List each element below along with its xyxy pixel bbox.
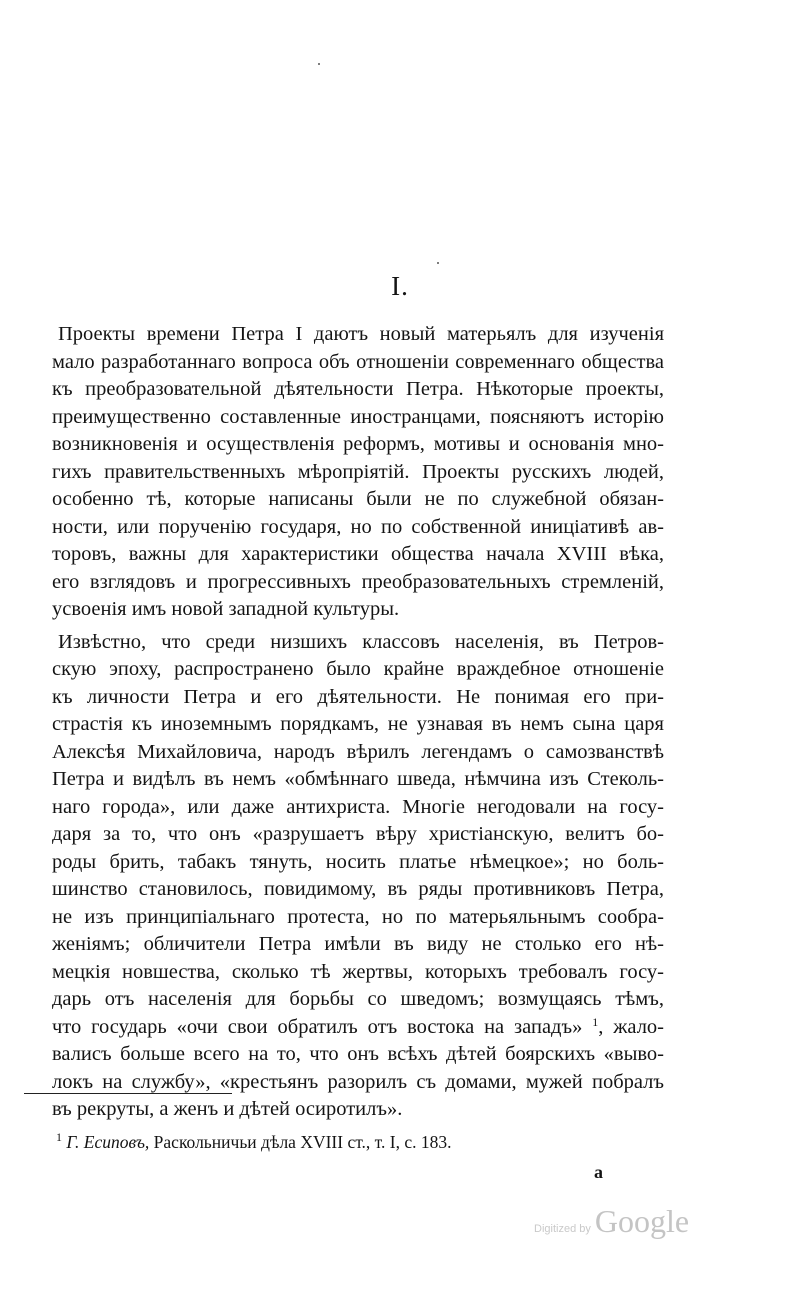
google-logo: Google xyxy=(594,1203,690,1239)
text-line: скую эпоху, распространено было крайне враждебное отношеніе xyxy=(52,658,664,680)
text-line: наго города», или даже антихриста. Многіе негодовали на госу- xyxy=(52,795,664,818)
text-line: роды брить, табакъ тянуть, носить платье нѣмецкое»; но боль- xyxy=(52,850,664,873)
printer-signature: а xyxy=(594,1162,603,1182)
text-line: усвоенія имъ новой западной культуры. xyxy=(52,598,400,620)
text-line: Петра и видѣлъ въ немъ «обмѣннаго шведа, нѣмчина изъ Стеколь- xyxy=(52,768,664,790)
text-segment: что государь «очи свои обратилъ отъ востока на западъ» xyxy=(52,1015,583,1038)
watermark-prefix: Digitized by xyxy=(534,1223,591,1235)
footnote xyxy=(56,1131,451,1153)
text-line: дарь отъ населенія для борьбы со шведомъ; возмущаясь тѣмъ, xyxy=(52,988,664,1010)
text-line: женіямъ; обличители Петра имѣли въ виду не столько его нѣ- xyxy=(52,933,664,955)
text-line: Извѣстно, что среди низшихъ классовъ населенія, въ Петров- xyxy=(58,630,664,653)
section-heading: I. xyxy=(391,271,409,301)
text-line: даря за то, что онъ «разрушаетъ вѣру христіанскую, велитъ бо- xyxy=(52,823,664,845)
text-line: особенно тѣ, которые написаны были не по служебной обязан- xyxy=(52,488,664,510)
digitized-watermark xyxy=(534,1203,689,1240)
text-line-with-footnote xyxy=(52,1014,664,1042)
text-line: въ рекруты, а женъ и дѣтей осиротилъ». xyxy=(52,1098,403,1120)
footnote-author: Г. Есиповъ, xyxy=(66,1132,150,1152)
text-line: мало разработаннаго вопроса объ отношеніи современнаго общества xyxy=(52,350,664,373)
text-line: локъ на службу», «крестьянъ разорилъ съ домами, мужей побралъ xyxy=(52,1070,664,1093)
print-speck xyxy=(318,63,320,65)
body-text xyxy=(52,321,664,1124)
text-line: не изъ принципіальнаго протеста, но по матерьяльнымъ сообра- xyxy=(52,905,664,928)
text-line: Проекты времени Петра I даютъ новый матерьялъ для изученія xyxy=(58,323,664,345)
text-line: страстія къ иноземнымъ порядкамъ, не узнавая въ немъ сына царя xyxy=(52,713,664,735)
text-line: къ личности Петра и его дѣятельности. Не понимая его при- xyxy=(52,685,664,708)
footnote-text: Раскольничьи дѣла XVIII ст., т. I, с. 183. xyxy=(153,1132,452,1152)
text-line: Алексѣя Михайловича, народъ вѣрилъ легендамъ о самозванствѣ xyxy=(52,740,664,763)
text-line: его взглядовъ и прогрессивныхъ преобразовательныхъ стремленій, xyxy=(52,570,664,593)
paragraph-2 xyxy=(52,629,664,1124)
text-line: къ преобразовательной дѣятельности Петра. Нѣкоторые проекты, xyxy=(52,378,664,400)
text-line: возникновенія и осуществленія реформъ, мотивы и основанія мно- xyxy=(52,433,664,455)
print-speck xyxy=(437,262,439,264)
footnote-divider xyxy=(24,1093,232,1094)
paragraph-1 xyxy=(52,321,664,624)
footnote-ref-marker: 1 xyxy=(592,1014,599,1029)
text-line: преимущественно составленные иностранцами, поясняютъ исторію xyxy=(52,405,664,428)
text-line: торовъ, важны для характеристики общества начала XVIII вѣка, xyxy=(52,543,664,565)
text-line: шинство становилось, повидимому, въ ряды противниковъ Петра, xyxy=(52,878,664,900)
text-segment: , жало- xyxy=(598,1015,665,1038)
text-line: мецкія новшества, сколько тѣ жертвы, которыхъ требовалъ госу- xyxy=(52,960,664,983)
footnote-marker: 1 xyxy=(56,1130,62,1144)
text-line: ности, или порученію государя, но по собственной иниціативѣ ав- xyxy=(52,515,664,538)
text-line: гихъ правительственныхъ мѣропріятій. Проекты русскихъ людей, xyxy=(52,460,664,483)
text-line: валисъ больше всего на то, что онъ всѣхъ дѣтей боярскихъ «выво- xyxy=(52,1043,664,1065)
